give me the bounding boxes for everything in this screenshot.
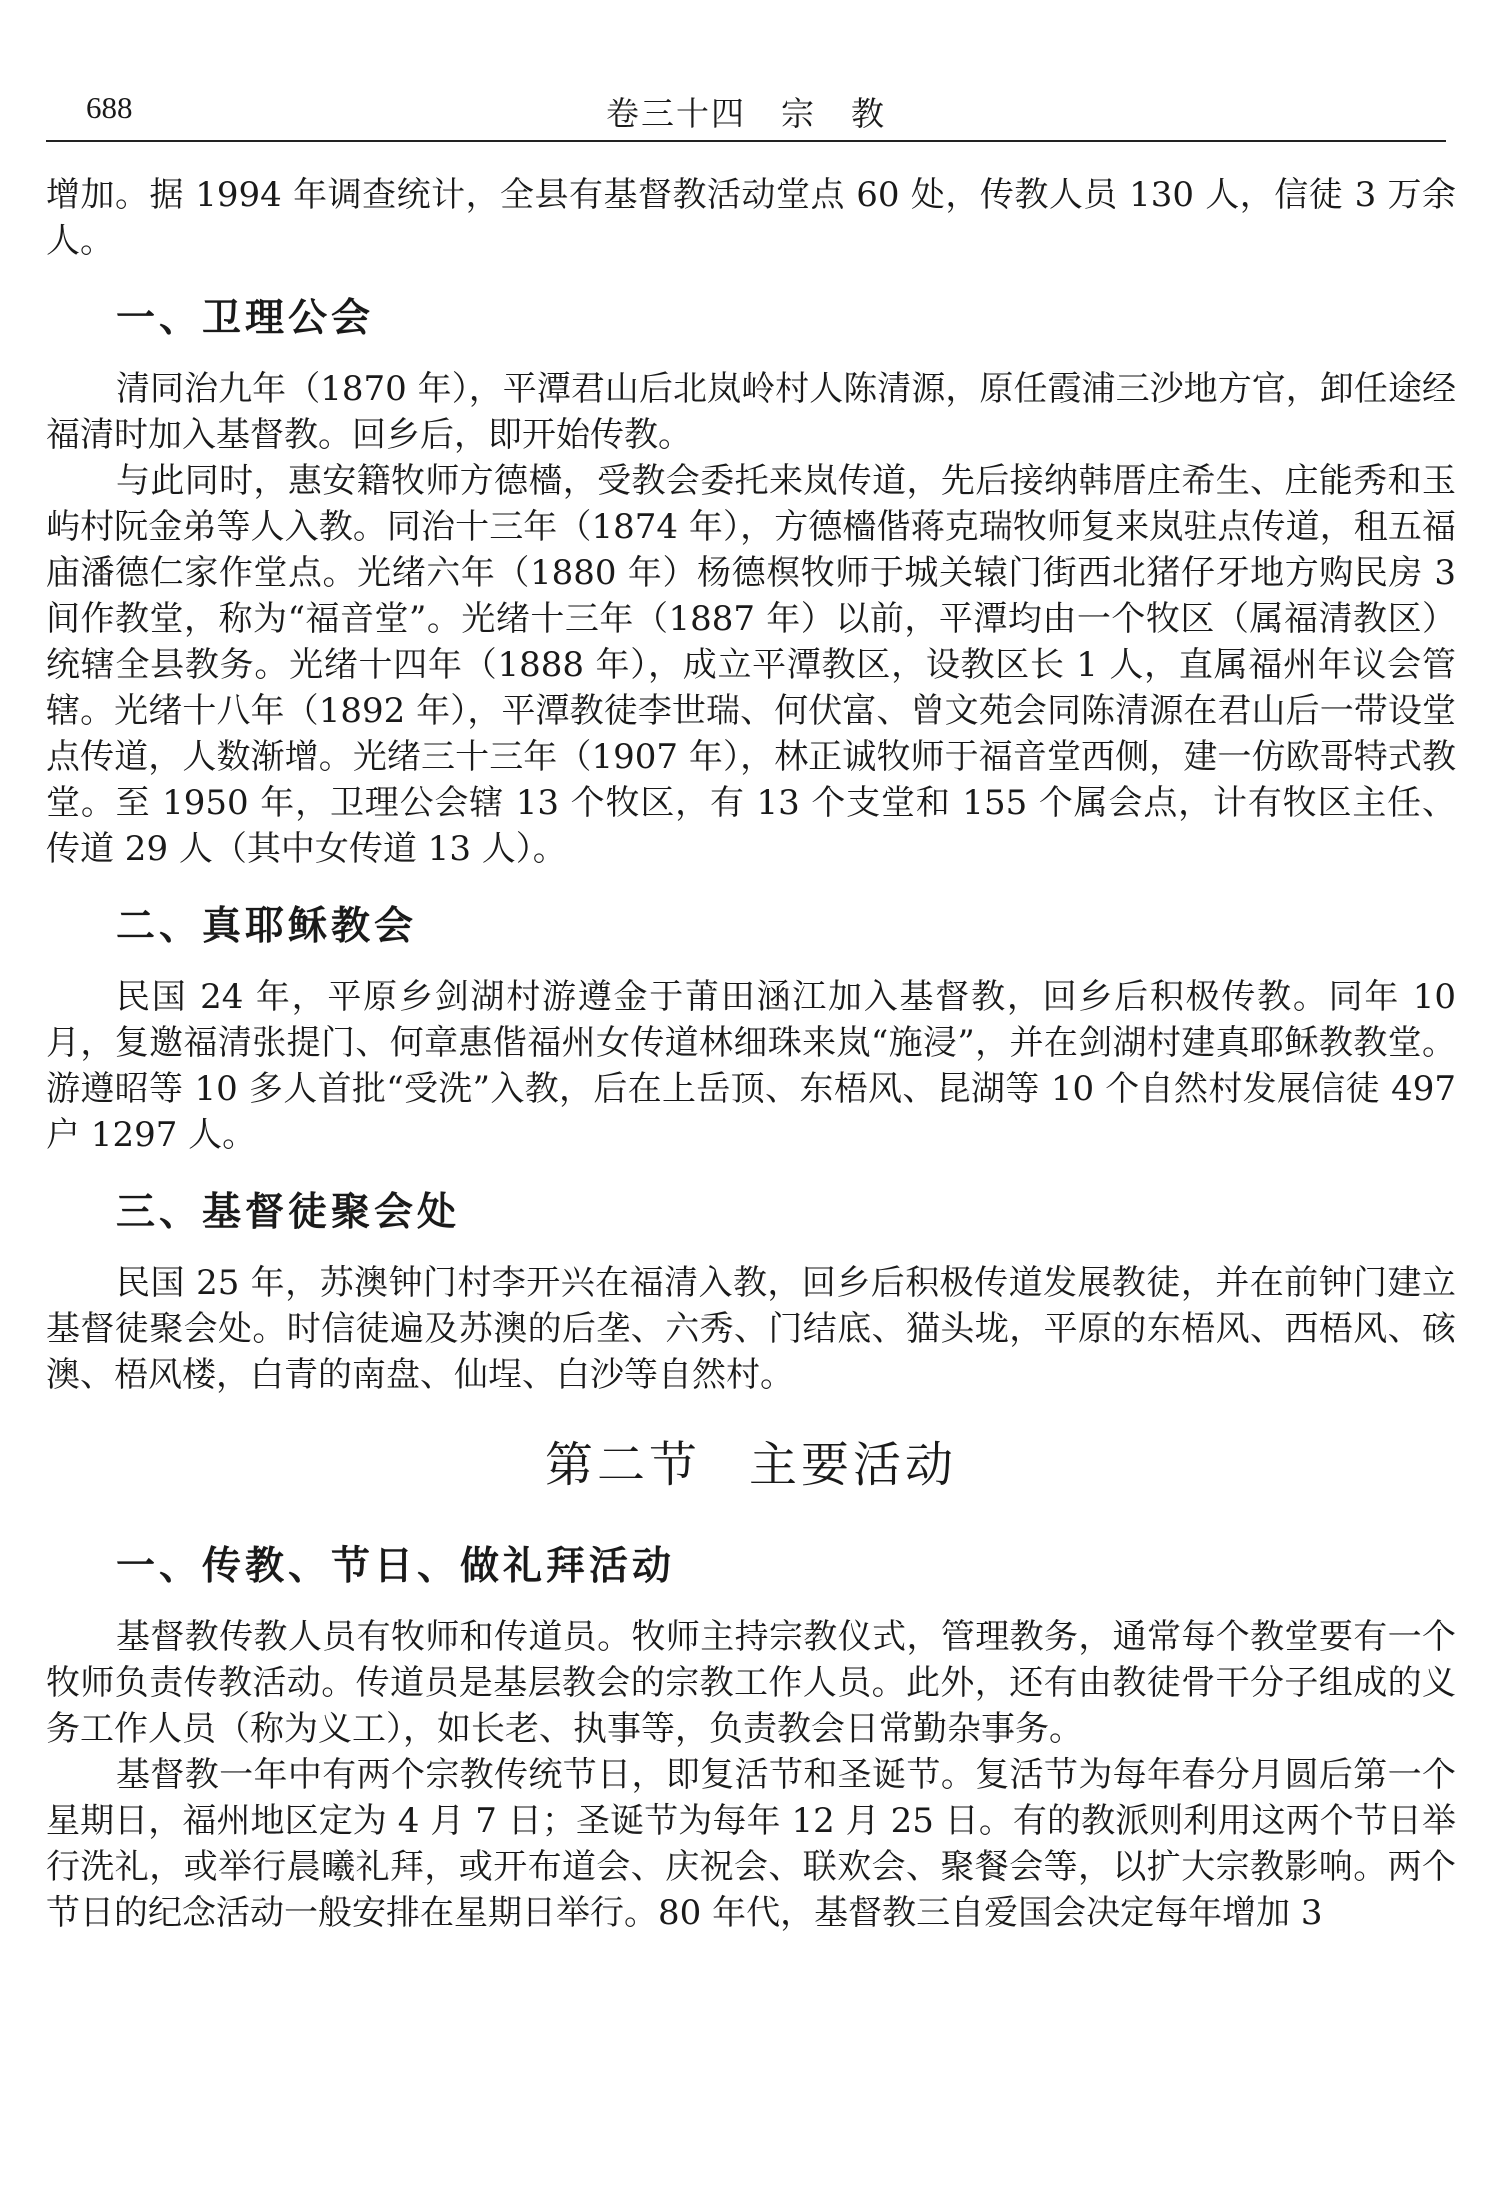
paragraph: 民国 25 年，苏澳钟门村李开兴在福清入教，回乡后积极传道发展教徒，并在前钟门建立基督徒聚会处。时信徒遍及苏澳的后垄、六秀、门结底、猫头垅，平原的东梧风、西梧风、硋澳、梧风楼，白青的南盘、仙埕、白沙等自然村。 [46, 1263, 1456, 1395]
paragraph: 基督教传教人员有牧师和传道员。牧师主持宗教仪式，管理教务，通常每个教堂要有一个牧师负责传教活动。传道员是基层教会的宗教工作人员。此外，还有由教徒骨干分子组成的义务工作人员（称为义工），如长老、执事等，负责教会日常勤杂事务。 [46, 1617, 1456, 1749]
chapter-title-name: 主要活动 [749, 1437, 958, 1493]
section-heading-christian-assembly: 三、基督徒聚会处 [116, 1189, 461, 1235]
page-header [46, 84, 1446, 142]
page-number: 688 [86, 90, 133, 125]
paragraph: 基督教一年中有两个宗教传统节日，即复活节和圣诞节。复活节为每年春分月圆后第一个星期日，福州地区定为 4 月 7 日；圣诞节为每年 12 月 25 日。有的教派则利用这两个节日举行洗礼，或举行晨曦礼拜，或开布道会、庆祝会、联欢会、聚餐会等，以扩大宗教影响。两个节日的纪念活动一般安排在星期日举行。80 年代，基督教三自爱国会决定每年增加 3 [46, 1755, 1456, 1933]
paragraph: 与此同时，惠安籍牧师方德檣，受教会委托来岚传道，先后接纳韩厝庄希生、庄能秀和玉屿村阮金弟等人入教。同治十三年（1874 年），方德檣偕蒋克瑞牧师复来岚驻点传道，租五福庙潘德仁家作堂点。光绪六年（1880 年）杨德榠牧师于城关辕门街西北猪仔牙地方购民房 3 间作教堂，称为“福音堂”。光绪十三年（1887 年）以前，平潭均由一个牧区（属福清教区）统辖全县教务。光绪十四年（1888 年），成立平潭教区，设教区长 1 人，直属福州年议会管辖。光绪十八年（1892 年），平潭教徒李世瑞、何伏富、曾文苑会同陈清源在君山后一带设堂点传道，人数渐增。光绪三十三年（1907 年），林正诚牧师于福音堂西侧，建一仿欧哥特式教堂。至 1950 年，卫理公会辖 13 个牧区，有 13 个支堂和 155 个属会点，计有牧区主任、传道 29 人（其中女传道 13 人）。 [46, 461, 1456, 869]
section-heading-true-jesus-church: 二、真耶稣教会 [116, 903, 418, 949]
intro-paragraph: 增加。据 1994 年调查统计，全县有基督教活动堂点 60 处，传教人员 130 人，信徒 3 万余人。 [46, 175, 1456, 261]
section-heading-activities: 一、传教、节日、做礼拜活动 [116, 1543, 676, 1589]
section-heading-methodist: 一、卫理公会 [116, 295, 375, 341]
chapter-title [46, 1432, 1456, 1498]
paragraph: 清同治九年（1870 年），平潭君山后北岚岭村人陈清源，原任霞浦三沙地方官，卸任途经福清时加入基督教。回乡后，即开始传教。 [46, 369, 1456, 455]
running-head: 卷三十四 宗 教 [606, 94, 886, 133]
chapter-title-number: 第二节 [544, 1437, 701, 1493]
page-body [46, 172, 1456, 1936]
paragraph: 民国 24 年，平原乡剑湖村游遵金于莆田涵江加入基督教，回乡后积极传教。同年 10 月，复邀福清张提门、何章惠偕福州女传道林细珠来岚“施浸”，并在剑湖村建真耶稣教教堂。游遵昭等 10 多人首批“受洗”入教，后在上岳顶、东梧风、昆湖等 10 个自然村发展信徒 497 户 1297 人。 [46, 977, 1456, 1155]
